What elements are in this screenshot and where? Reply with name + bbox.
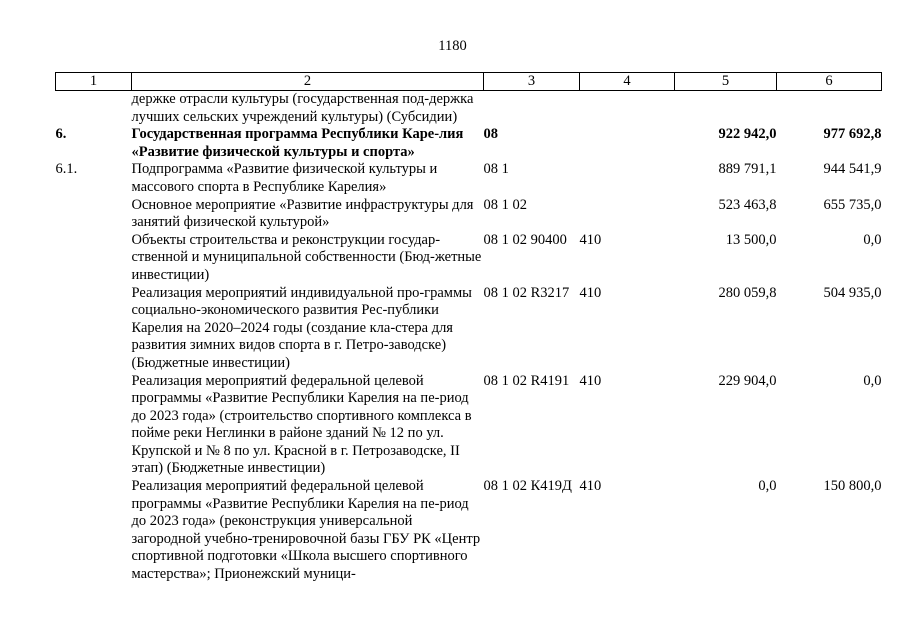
row-code [484,91,580,127]
table-header-row [56,73,882,91]
row-number: 6.1. [55,161,78,178]
column-header-4: 4 [580,73,675,91]
row-code: 08 1 02 90400 [483,231,567,248]
row-name: Основное мероприятие «Развитие инфраструктуры для занятий физической культурой» [131,196,474,231]
row-amount-2021: 229 904,0 [718,372,777,389]
row-expense-type: 410 [579,478,602,495]
row-name: Реализация мероприятий федеральной целевой программы «Развитие Республики Карелия на пе-риод до 2023 года» (реконструкция универсальной загородной учебно-тренировочной базы ГБУ РК «Центр спортивной подготовки «Школа высшего спортивного мастерства»; Прионежский муници- [131,478,481,583]
row-expense-type: 410 [579,231,602,248]
page-number: 1180 [438,38,467,54]
table-row [56,161,882,196]
row-name: Подпрограмма «Развитие физической культуры и массового спорта в Республике Карелия» [131,161,438,195]
row-code: 08 1 02 К419Д [483,478,572,495]
budget-table [55,72,882,584]
row-code: 08 1 02 R4191 [483,372,570,389]
row-number [56,373,132,479]
table-row [56,373,882,479]
row-amount-2022: 655 735,0 [823,196,882,213]
row-amount-2021: 889 791,1 [718,161,777,178]
row-amount-2022 [777,91,882,127]
table-body [56,91,882,584]
row-name: держке отрасли культуры (государственная под-держка лучших сельских учреждений культуры) (Субсидии) [131,91,474,125]
row-expense-type [580,126,675,161]
row-code: 08 1 02 R3217 [483,284,570,301]
row-code: 08 1 [483,161,509,178]
row-expense-type [580,161,675,196]
row-expense-type [580,91,675,127]
table-row [56,478,882,584]
row-amount-2022: 944 541,9 [823,161,882,178]
column-header-6: 6 [777,73,882,91]
row-expense-type [580,197,675,232]
row-number [56,232,132,285]
row-amount-2022: 977 692,8 [823,126,882,143]
table-row [56,197,882,232]
column-header-3: 3 [484,73,580,91]
row-number: 6. [55,126,67,143]
row-expense-type: 410 [579,284,602,301]
row-name: Реализация мероприятий федеральной целевой программы «Развитие Республики Карелия на пе-риод до 2023 года» (строительство спортивного комплекса в пойме реки Неглинки в районе зданий № 12 по ул. Крупской и № 8 по ул. Красной в г. Петрозаводске, II этап) (Бюджетные инвестиции) [131,372,472,477]
row-name: Реализация мероприятий индивидуальной про-граммы социально-экономического развития Рес-публики Карелия на 2020–2024 годы (создание кла-стера для развития зимних видов спорта в г. Петро-заводске) (Бюджетные инвестиции) [131,284,472,371]
table-row [56,91,882,127]
row-code: 08 [483,126,498,143]
column-header-5: 5 [675,73,777,91]
row-amount-2022: 150 800,0 [823,478,882,495]
table-row [56,126,882,161]
row-number [56,197,132,232]
row-name: Объекты строительства и реконструкции государ-ственной и муниципальной собственности (Бюд-жетные инвестиции) [131,231,482,283]
row-amount-2021: 280 059,8 [718,284,777,301]
row-number [56,285,132,373]
row-amount-2021: 13 500,0 [725,231,777,248]
row-amount-2022: 0,0 [863,231,882,248]
row-expense-type: 410 [579,372,602,389]
column-header-1: 1 [56,73,132,91]
row-code: 08 1 02 [483,196,527,213]
row-amount-2021: 0,0 [758,478,777,495]
row-amount-2021: 523 463,8 [718,196,777,213]
row-amount-2022: 0,0 [863,372,882,389]
row-name: Государственная программа Республики Каре-лия «Развитие физической культуры и спорта» [131,126,464,160]
row-number [56,478,132,584]
row-amount-2021 [675,91,777,127]
row-amount-2021: 922 942,0 [718,126,777,143]
table-row [56,285,882,373]
row-number [56,91,132,127]
table-row [56,232,882,285]
column-header-2: 2 [132,73,484,91]
row-amount-2022: 504 935,0 [823,284,882,301]
